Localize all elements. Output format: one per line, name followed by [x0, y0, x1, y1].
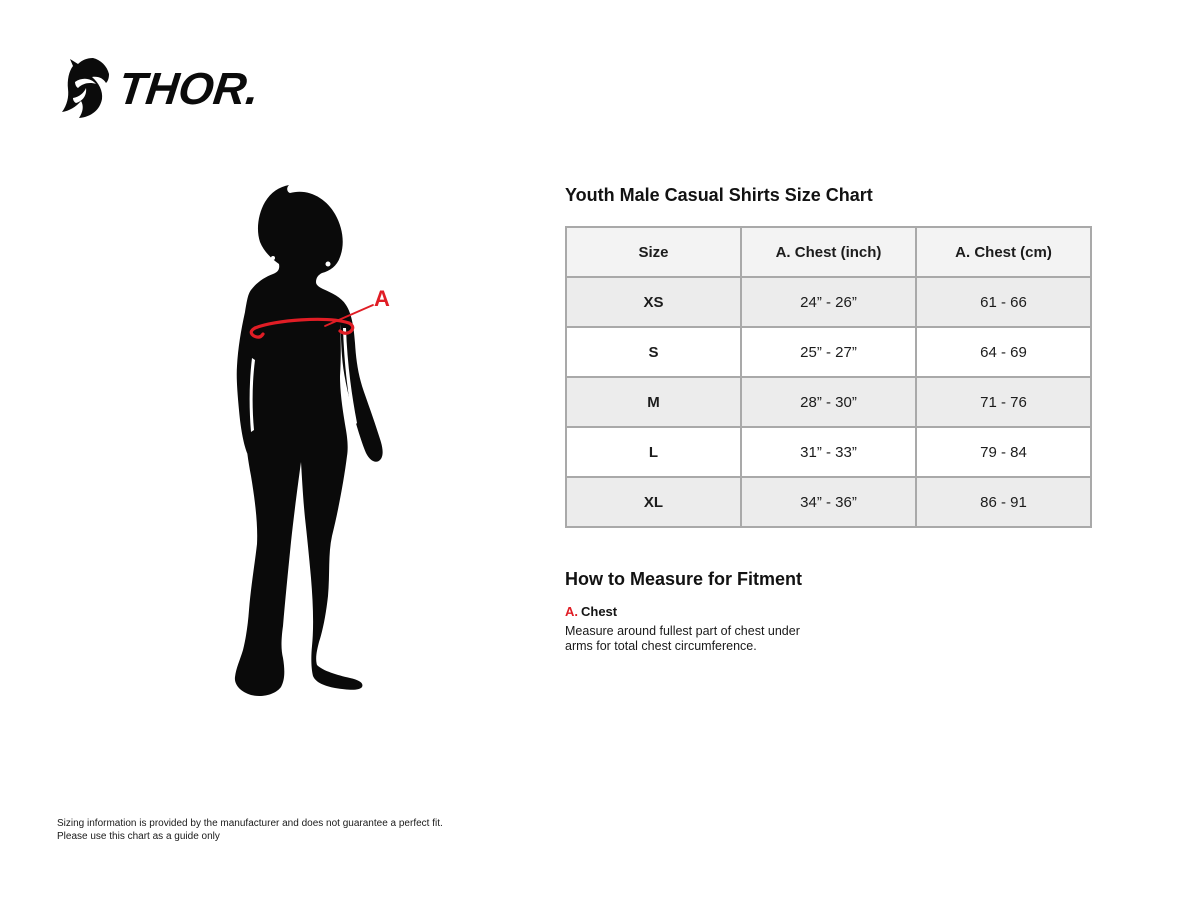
chest-cm-cell: 64 - 69	[916, 327, 1091, 377]
measure-description: Measure around fullest part of chest under arms for total chest circumference.	[565, 624, 800, 653]
chest-cm-cell: 86 - 91	[916, 477, 1091, 527]
youth-silhouette	[235, 185, 383, 696]
col-header-size: Size	[566, 227, 741, 277]
size-cell: L	[566, 427, 741, 477]
measurement-figure	[215, 178, 460, 708]
size-cell: M	[566, 377, 741, 427]
thor-logo	[58, 56, 262, 120]
chest-inch-cell: 34” - 36”	[741, 477, 916, 527]
table-row-xl	[566, 477, 1091, 527]
chest-cm-cell: 71 - 76	[916, 377, 1091, 427]
measure-label: Chest	[581, 604, 618, 619]
thor-goat-icon	[58, 56, 112, 120]
size-cell: XL	[566, 477, 741, 527]
size-chart-table	[565, 226, 1092, 528]
disclaimer	[57, 818, 443, 843]
chest-cm-cell: 79 - 84	[916, 427, 1091, 477]
chest-cm-cell: 61 - 66	[916, 277, 1091, 327]
size-chart-title: Youth Male Casual Shirts Size Chart	[565, 185, 873, 205]
chest-inch-cell: 24” - 26”	[741, 277, 916, 327]
measure-item-chest	[565, 605, 1092, 619]
disclaimer-line1: Sizing information is provided by the manufacturer and does not guarantee a perfect fit.	[57, 818, 443, 829]
chest-inch-cell: 31” - 33”	[741, 427, 916, 477]
table-row-s	[566, 327, 1091, 377]
table-row-xs	[566, 277, 1091, 327]
col-header-chest-cm: A. Chest (cm)	[916, 227, 1091, 277]
col-header-chest-inch: A. Chest (inch)	[741, 227, 916, 277]
size-cell: XS	[566, 277, 741, 327]
table-row-l	[566, 427, 1091, 477]
thor-wordmark: THOR.	[115, 62, 262, 114]
chest-inch-cell: 28” - 30”	[741, 377, 916, 427]
measure-key: A.	[565, 604, 578, 619]
chest-annotation-label: A	[374, 286, 390, 311]
chest-inch-cell: 25” - 27”	[741, 327, 916, 377]
table-row-m	[566, 377, 1091, 427]
disclaimer-line2: Please use this chart as a guide only	[57, 830, 220, 842]
size-cell: S	[566, 327, 741, 377]
size-chart-section	[565, 186, 1092, 653]
table-header-row	[566, 227, 1091, 277]
youth-silhouette-graphic	[215, 178, 460, 708]
measure-guide-heading: How to Measure for Fitment	[565, 569, 803, 589]
